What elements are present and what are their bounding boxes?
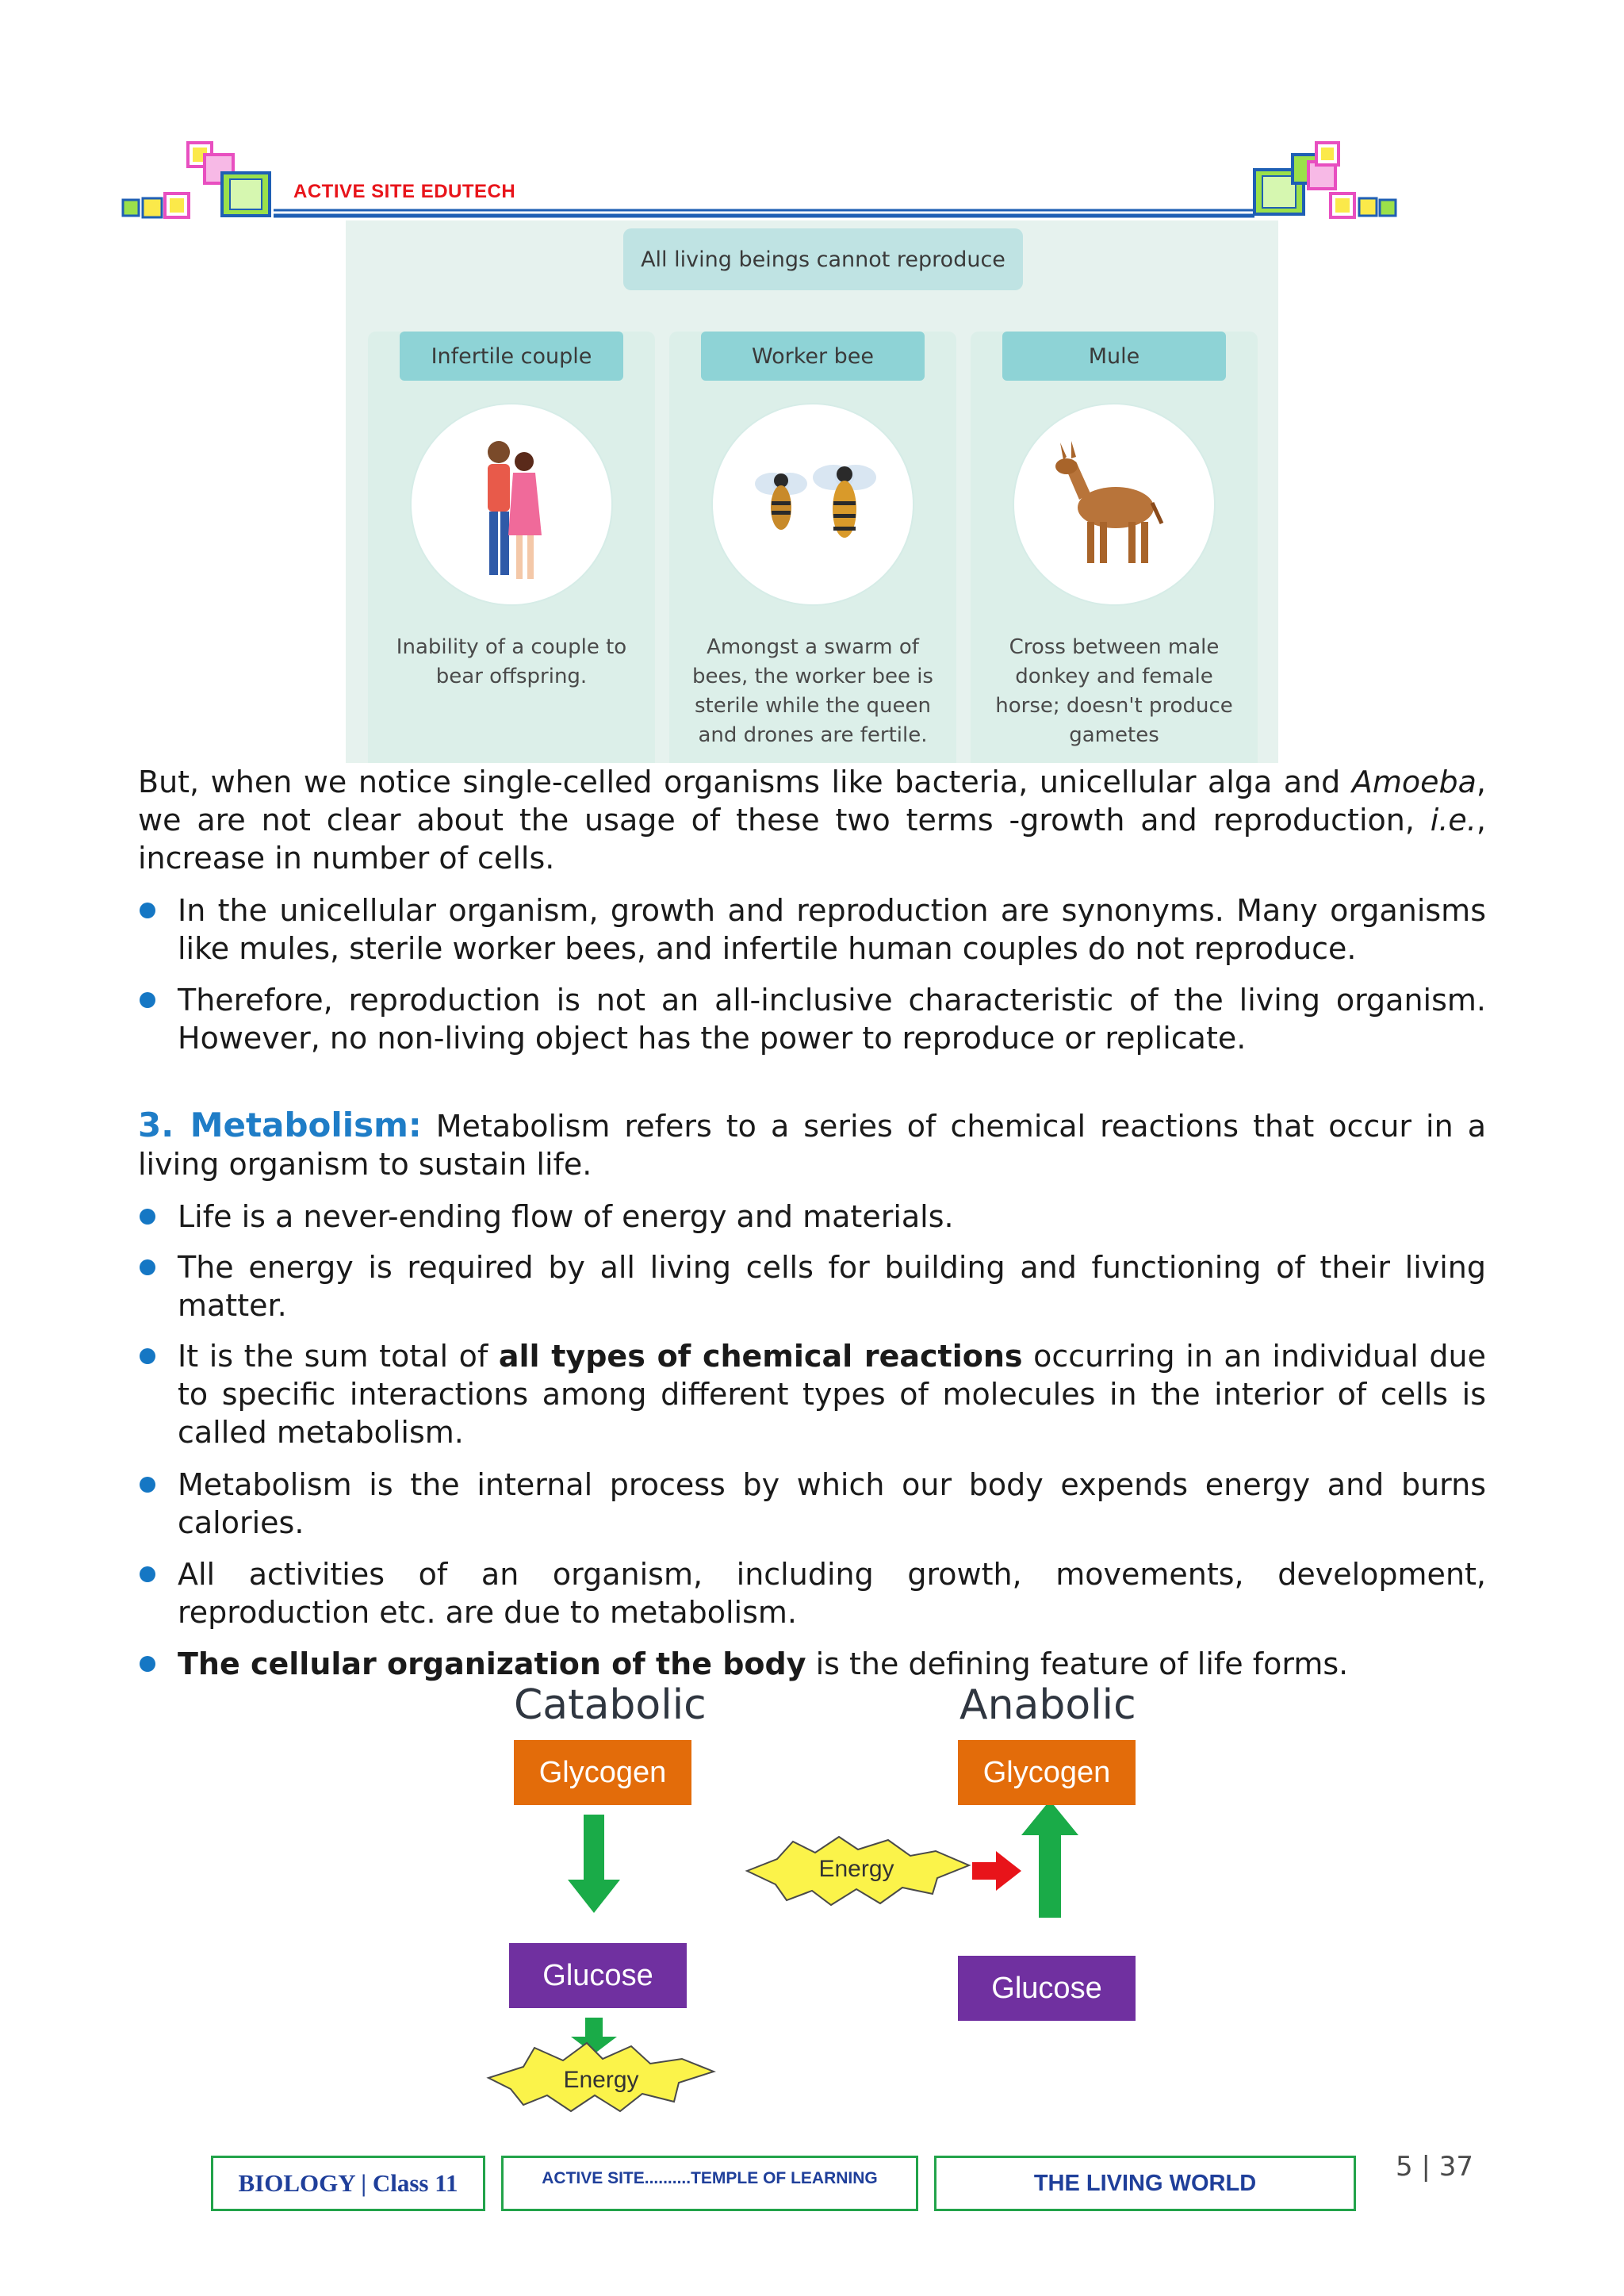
text-span: is the defining feature of life forms.: [806, 1646, 1349, 1681]
bullet-text: Therefore, reproduction is not an all-inclusive characteristic of the living organism. However, no non-living object has the power to reproduce or replicate.: [178, 983, 1486, 1056]
page-header: [0, 0, 1624, 230]
section-heading: 3. Metabolism:: [138, 1106, 422, 1144]
metabolism-definition: [138, 1106, 1486, 1183]
card-infertile-couple: [368, 332, 655, 763]
list-item: [138, 1555, 1486, 1631]
bullet-text: All activities of an organism, including growth, movements, development, reproduction etc. are due to metabolism.: [178, 1557, 1486, 1630]
card-caption: Cross between male donkey and female horse; doesn't produce gametes: [995, 635, 1233, 747]
bullet-icon: [140, 1566, 155, 1582]
bold-term: The cellular organization of the body: [178, 1646, 806, 1681]
anabolic-title: Anabolic: [959, 1681, 1136, 1729]
bullet-text: In the unicellular organism, growth and reproduction are synonyms. Many organisms like mules, sterile worker bees, and infertile human couples do not reproduce.: [178, 893, 1486, 966]
glucose-box: Glucose: [509, 1943, 687, 2008]
bullet-icon: [140, 1656, 155, 1672]
italic-term: Amoeba: [1351, 765, 1477, 799]
glycogen-box: Glycogen: [958, 1740, 1136, 1805]
brand-name: ACTIVE SITE EDUTECH: [293, 181, 516, 202]
list-item: [138, 1645, 1486, 1683]
bold-term: all types of chemical reactions: [498, 1339, 1023, 1374]
up-arrow-icon: [1021, 1800, 1078, 1835]
right-arrow-icon: [996, 1851, 1021, 1891]
bullet-text: The energy is required by all living cells for building and functioning of their living matter.: [178, 1250, 1486, 1323]
card-heading: Worker bee: [701, 332, 925, 381]
list-item: [138, 1466, 1486, 1542]
intro-paragraph: [138, 763, 1486, 877]
footer-chapter: THE LIVING WORLD: [934, 2156, 1356, 2211]
text-span: occurring in an individual due to specific interactions among different types of molecules in the interior of cells is called metabolism.: [178, 1339, 1487, 1450]
down-arrow-icon: [585, 2018, 603, 2038]
header-decoration: [0, 0, 1624, 230]
italic-term: i.e.: [1430, 803, 1477, 838]
card-caption: Inability of a couple to bear offspring.: [396, 635, 627, 688]
card-caption: Amongst a swarm of bees, the worker bee is sterile while the queen and drones are fertile.: [692, 635, 933, 747]
up-arrow-icon: [1039, 1830, 1061, 1918]
list-item: [138, 1248, 1486, 1324]
card-heading: Mule: [1002, 332, 1226, 381]
bullet-text: Life is a never-ending flow of energy and materials.: [178, 1199, 954, 1234]
energy-label: Energy: [818, 1856, 894, 1882]
text-span: , increase in number of cells.: [138, 803, 1486, 876]
metabolism-diagram: [174, 1681, 1205, 2125]
bullet-icon: [140, 1348, 155, 1364]
bees-illustration: [713, 404, 913, 604]
card-mule: [971, 332, 1258, 763]
text-span: Metabolism refers to a series of chemical reactions that occur in a living organism to sustain life.: [138, 1109, 1486, 1182]
list-item: [138, 1198, 1486, 1236]
list-item: [138, 981, 1486, 1057]
figure-title: All living beings cannot reproduce: [623, 228, 1023, 290]
bullet-text: Metabolism is the internal process by which our body expends energy and burns calories.: [178, 1467, 1486, 1540]
text-span: , we are not clear about the usage of these two terms -growth and reproduction,: [138, 765, 1486, 838]
glucose-box: Glucose: [958, 1956, 1136, 2021]
bullet-icon: [140, 1209, 155, 1225]
text-span: It is the sum total of: [178, 1339, 499, 1374]
text-span: But, when we notice single-celled organisms like bacteria, unicellular alga and: [138, 765, 1352, 799]
down-arrow-icon: [568, 1880, 620, 1913]
footer-subject: BIOLOGY | Class 11: [211, 2156, 485, 2211]
bullet-icon: [140, 1259, 155, 1275]
list-item: [138, 1337, 1486, 1451]
energy-label: Energy: [563, 2067, 639, 2093]
footer-tagline: ACTIVE SITE..........TEMPLE OF LEARNING: [501, 2156, 918, 2211]
bullet-icon: [140, 992, 155, 1008]
bullet-icon: [140, 1477, 155, 1493]
down-arrow-icon: [584, 1815, 604, 1883]
page-number: 5 | 37: [1396, 2151, 1473, 2183]
mule-illustration: [1014, 404, 1214, 604]
glycogen-box: Glycogen: [514, 1740, 691, 1805]
list-item: [138, 891, 1486, 968]
reproduction-figure: [346, 220, 1278, 763]
couple-illustration: [412, 404, 611, 604]
catabolic-title: Catabolic: [514, 1681, 707, 1729]
bullet-icon: [140, 903, 155, 918]
right-arrow-icon: [972, 1862, 999, 1880]
card-heading: Infertile couple: [400, 332, 623, 381]
card-worker-bee: [669, 332, 956, 763]
